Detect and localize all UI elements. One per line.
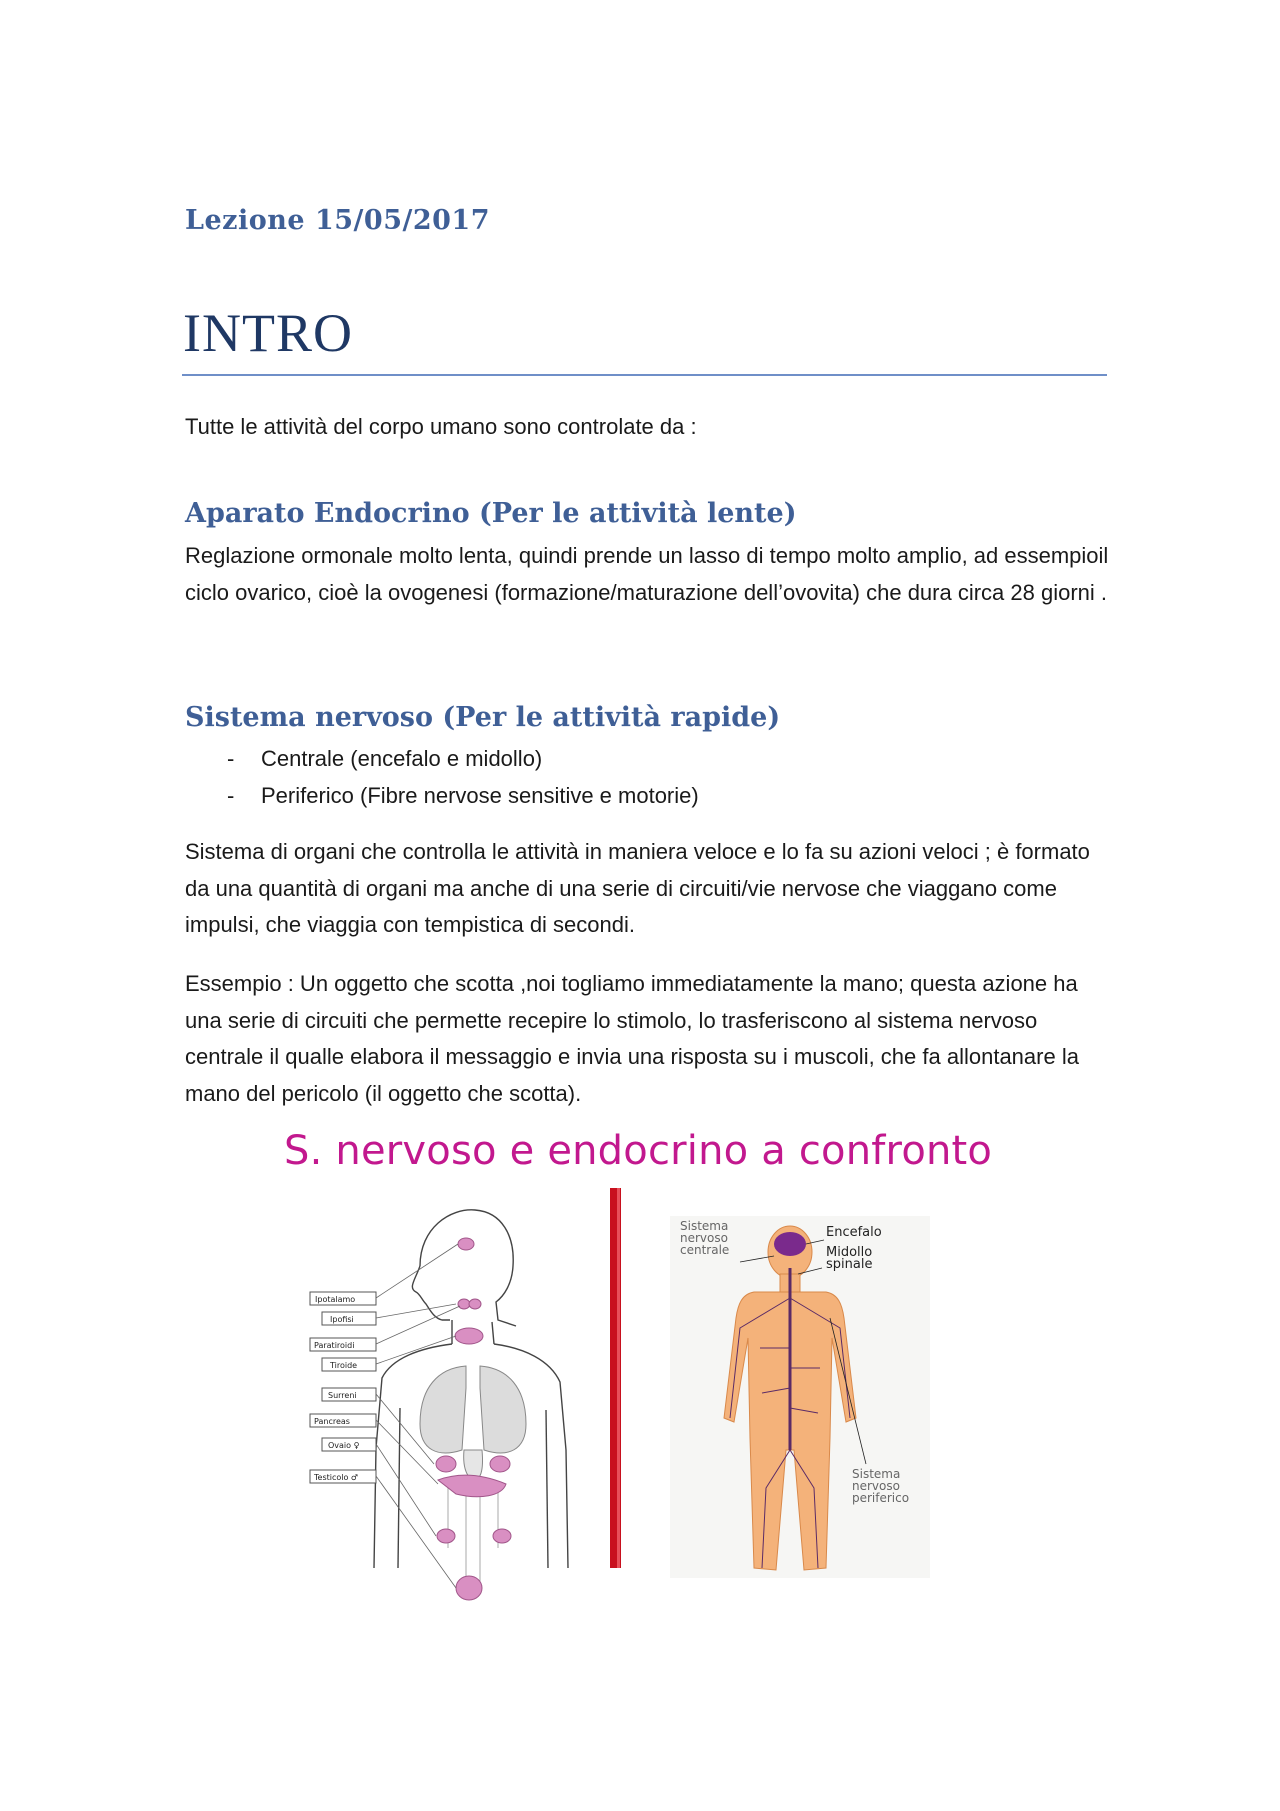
label-peripheral-3: periferico	[852, 1491, 910, 1505]
label-ovaio: Ovaio ♀	[328, 1441, 360, 1450]
label-ipotalamo: Ipotalamo	[315, 1295, 356, 1304]
figure-title: S. nervoso e endocrino a confronto	[284, 1128, 993, 1174]
figure-illustration	[270, 1188, 1000, 1608]
label-paratiroidi: Paratiroidi	[314, 1341, 355, 1350]
label-testicolo: Testicolo ♂	[314, 1473, 359, 1482]
bullet-text: Centrale (encefalo e midollo)	[261, 746, 543, 771]
label-central-3: centrale	[680, 1243, 730, 1257]
lesson-date: Lezione 15/05/2017	[185, 205, 490, 236]
label-surreni: Surreni	[328, 1391, 357, 1400]
bullet-dash: -	[227, 746, 235, 771]
bullet-dash: -	[227, 783, 235, 808]
nervous-bullet-list	[185, 740, 699, 814]
label-midollo-2: spinale	[826, 1257, 873, 1272]
brain-illustration	[774, 1232, 806, 1256]
list-item	[185, 777, 699, 814]
heading-nervous: Sistema nervoso (Per le attività rapide)	[185, 702, 781, 733]
label-ipofisi: Ipofisi	[330, 1315, 354, 1324]
comparison-figure	[270, 1128, 1000, 1608]
heading-endocrine: Aparato Endocrino (Per le attività lente)	[185, 498, 797, 529]
label-central-2: nervoso	[680, 1231, 728, 1245]
nervous-paragraph-1: Sistema di organi che controlla le attività in maniera veloce e lo fa su azioni veloci ; è formato da una quantità di organi ma anche di una serie di circuiti/vie nervose che viaggano come impulsi, che viaggia con tempistica di secondi.	[185, 839, 1090, 937]
title-underline	[182, 374, 1107, 376]
page-title: INTRO	[183, 303, 353, 363]
label-central-1: Sistema	[680, 1219, 729, 1233]
endocrine-paragraph: Reglazione ormonale molto lenta, quindi prende un lasso di tempo molto amplio, ad essempioil ciclo ovarico, cioè la ovogenesi (formazione/maturazione dell’ovovita) che dura circa 28 giorni .	[185, 543, 1109, 605]
label-peripheral-2: nervoso	[852, 1479, 900, 1493]
label-pancreas: Pancreas	[314, 1417, 350, 1426]
label-tiroide: Tiroide	[330, 1361, 358, 1370]
label-midollo-1: Midollo	[826, 1245, 873, 1260]
label-encefalo: Encefalo	[826, 1225, 882, 1240]
bullet-text: Periferico (Fibre nervose sensitive e motorie)	[261, 783, 699, 808]
lungs-illustration	[420, 1366, 526, 1583]
list-item	[185, 740, 699, 777]
nervous-paragraph-2: Essempio : Un oggetto che scotta ,noi togliamo immediatamente la mano; questa azione ha una serie di circuiti che permette recepire lo stimolo, lo trasferiscono al sistema nervoso centrale il qualle elabora il messaggio e invia una risposta su i muscoli, che fa allontanare la mano del pericolo (il oggetto che scotta).	[185, 971, 1079, 1106]
label-peripheral-1: Sistema	[852, 1467, 901, 1481]
intro-paragraph: Tutte le attività del corpo umano sono controlate da :	[185, 414, 697, 439]
